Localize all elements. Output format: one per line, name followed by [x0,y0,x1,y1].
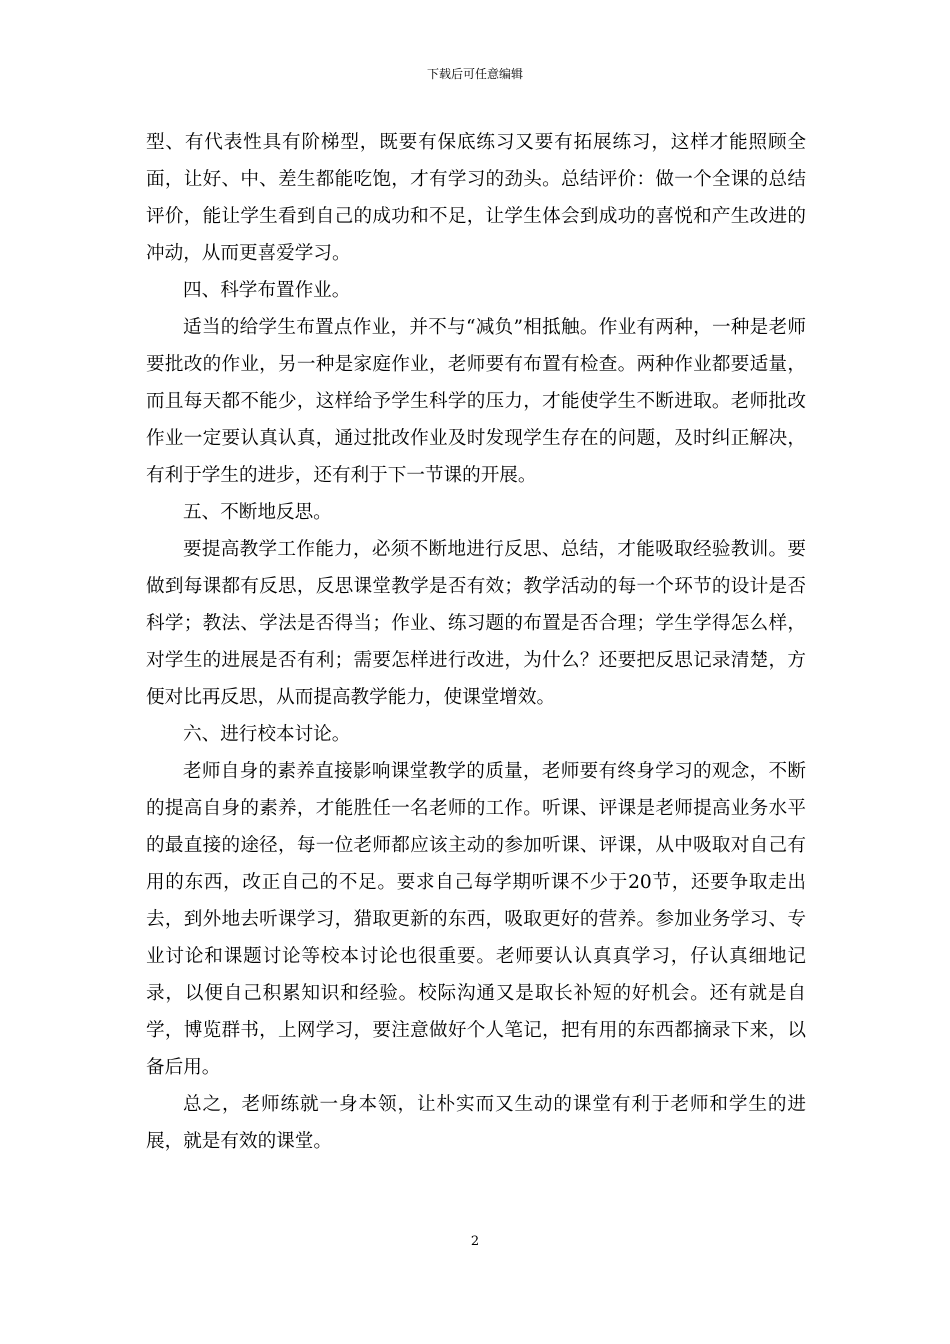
page-header: 下载后可任意编辑 [426,67,523,81]
paragraph-homework: 适当的给学生布置点作业，并不与“减负”相抵触。作业有两种，一种是老师要批改的作业，另一种是家庭作业，老师要有布置有检查。两种作业都要适量，而且每天都不能少，这样给予学生科学的压力，才能使学生不断进取。老师批改作业一定要认真认真，通过批改作业及时发现学生存在的问题，及时纠正解决，有利于学生的进步，还有利于下一节课的开展。 [146,317,806,486]
section-heading-assign-homework: 四、科学布置作业。 [183,280,351,301]
paragraph-conclusion: 总之，老师练就一身本领，让朴实而又生动的课堂有利于老师和学生的进展，就是有效的课堂。 [146,1094,806,1152]
paragraph-reflection: 要提高教学工作能力，必须不断地进行反思、总结，才能吸取经验教训。要做到每课都有反思，反思课堂教学是否有效；教学活动的每一个环节的设计是否科学；教法、学法是否得当；作业、练习题的布置是否合理；学生学得怎么样，对学生的进展是否有利；需要怎样进行改进，为什么？还要把反思记录清楚，方便对比再反思，从而提高教学能力，使课堂增效。 [146,539,806,708]
page-number: 2 [470,1234,480,1249]
document-body [146,124,806,1160]
paragraph-continuation: 型、有代表性具有阶梯型，既要有保底练习又要有拓展练习，这样才能照顾全面，让好、中、差生都能吃饱，才有学习的劲头。总结评价：做一个全课的总结评价，能让学生看到自己的成功和不足，让学生体会到成功的喜悦和产生改进的冲动，从而更喜爱学习。 [146,132,806,264]
paragraph-school-research: 老师自身的素养直接影响课堂教学的质量，老师要有终身学习的观念，不断的提高自身的素养，才能胜任一名老师的工作。听课、评课是老师提高业务水平的最直接的途径，每一位老师都应该主动的参加听课、评课，从中吸取对自己有用的东西，改正自己的不足。要求自己每学期听课不少于20节，还要争取走出去，到外地去听课学习，猎取更新的东西，吸取更好的营养。参加业务学习、专业讨论和课题讨论等校本讨论也很重要。老师要认认真真学习，仔认真细地记录，以便自己积累知识和经验。校际沟通又是取长补短的好机会。还有就是自学，博览群书，上网学习，要注意做好个人笔记，把有用的东西都摘录下来，以备后用。 [146,761,806,1078]
section-heading-reflection: 五、不断地反思。 [183,502,332,523]
section-heading-school-research: 六、进行校本讨论。 [183,724,351,745]
